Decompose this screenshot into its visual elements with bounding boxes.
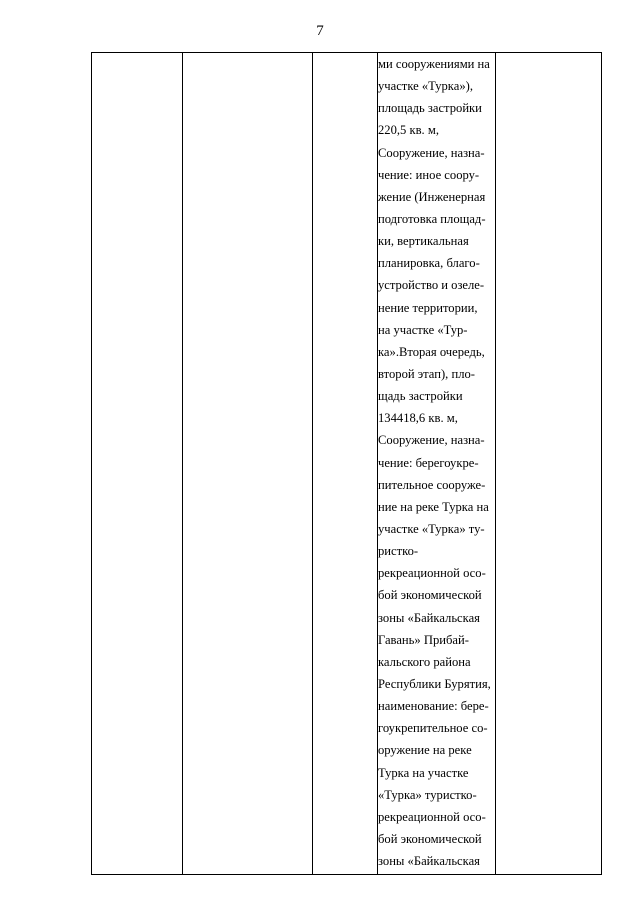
description-line: ка».Вторая очередь, (378, 344, 485, 359)
description-line: участке «Турка»), (378, 79, 473, 94)
description-line: рекреационной осо- (378, 809, 486, 824)
description-line: 220,5 кв. м, (378, 123, 439, 138)
description-line: «Турка» туристко- (378, 787, 477, 802)
description-line: бой экономической (378, 831, 482, 846)
description-line: площадь застройки (378, 101, 482, 116)
description-line: Сооружение, назна- (378, 145, 485, 160)
description-line: нение территории, (378, 300, 478, 315)
description-line: ми сооружениями на (378, 57, 490, 71)
column-divider-2 (312, 53, 313, 874)
description-line: на участке «Тур- (378, 322, 468, 337)
description-line: второй этап), пло- (378, 366, 475, 381)
column-divider-1 (182, 53, 183, 874)
description-line: Сооружение, назна- (378, 433, 485, 448)
description-line: 134418,6 кв. м, (378, 411, 458, 426)
description-line: чение: берегоукре- (378, 455, 479, 470)
description-line: Турка на участке (378, 765, 469, 780)
description-line: наименование: бере- (378, 699, 489, 714)
description-line: рекреационной осо- (378, 566, 486, 581)
description-line: подготовка площад- (378, 211, 486, 226)
description-line: Гавань» Прибай- (378, 632, 469, 647)
description-line: щадь застройки (378, 389, 463, 404)
description-line: ристко- (378, 544, 419, 559)
description-line: бой экономической (378, 588, 482, 603)
description-line: Республики Бурятия, (378, 676, 491, 691)
description-line: участке «Турка» ту- (378, 521, 485, 536)
description-line: планировка, благо- (378, 256, 480, 271)
description-line: зоны «Байкальская (378, 610, 480, 625)
page-number: 7 (316, 23, 324, 39)
description-line: ние на реке Турка на (378, 499, 489, 514)
description-cell (378, 53, 496, 872)
description-line: ки, вертикальная (378, 234, 469, 249)
description-line: чение: иное соору- (378, 167, 480, 182)
description-line: устройство и озеле- (378, 278, 485, 293)
description-line: пительное сооруже- (378, 477, 486, 492)
description-line: жение (Инженерная (378, 189, 486, 204)
description-line: зоны «Байкальская (378, 854, 480, 869)
description-line: гоукрепительное со- (378, 721, 488, 736)
description-line: кальского района (378, 654, 471, 669)
description-line: оружение на реке (378, 743, 472, 758)
property-table (91, 52, 602, 875)
